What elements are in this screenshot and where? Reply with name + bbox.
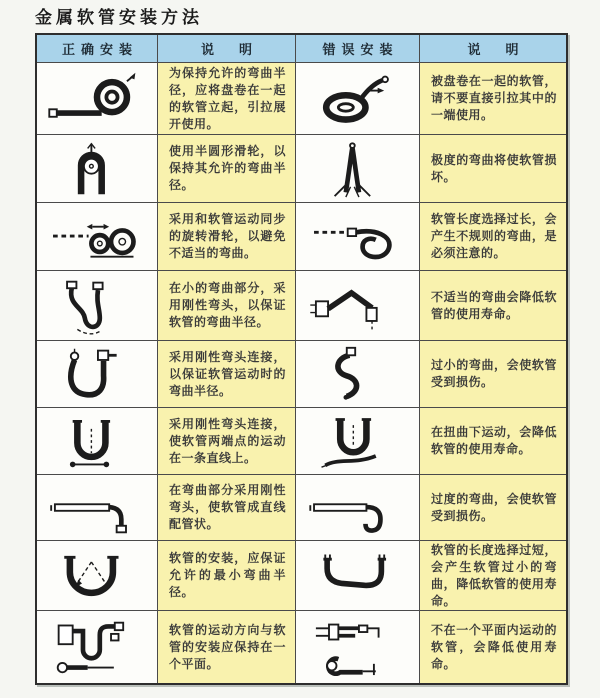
correct-note-cell (158, 203, 296, 271)
correct-illustration-cell (37, 541, 158, 611)
note-text: 不在一个平面内运动的软管，会降低使用寿命。 (431, 622, 557, 671)
wrong-note-cell (420, 271, 566, 341)
correct-note-cell (158, 271, 296, 341)
note-text: 在扭曲下运动，会降低软管的使用寿命。 (431, 425, 557, 456)
correct-illustration-cell (37, 63, 158, 135)
correct-note-cell (158, 541, 296, 611)
note-text: 不适当的弯曲会降低软管的使用寿命。 (431, 289, 557, 321)
note-text: 过度的弯曲，会使软管受到损伤。 (431, 491, 557, 523)
note-text: 采用刚性弯头连接，使软管两端点的运动在一条直线上。 (169, 416, 286, 465)
excessively-bent-elbow-icon (304, 479, 412, 537)
correct-illustration-cell (37, 203, 158, 271)
table-row (37, 341, 566, 408)
extremely-bent-hose-icon (304, 140, 412, 198)
correct-illustration-cell (37, 271, 158, 341)
note-text: 极度的弯曲将使软管损坏。 (431, 152, 557, 184)
too-short-flattened-hose-icon (304, 547, 412, 605)
table-row (37, 408, 566, 475)
wrong-illustration-cell (296, 541, 420, 611)
correct-illustration-cell (37, 341, 158, 408)
column-header-wrong-note: 说 明 (420, 35, 566, 63)
wrong-illustration-cell (296, 408, 420, 475)
correct-note-cell (158, 408, 296, 475)
note-text: 过小的弯曲，会使软管受到损伤。 (431, 358, 557, 389)
u-loop-twisted-motion-icon (304, 412, 412, 470)
coiled-hose-standing-unrolled-icon (43, 70, 151, 128)
table-row (37, 135, 566, 203)
wrong-note-cell (420, 611, 566, 683)
correct-note-cell (158, 475, 296, 541)
note-text: 使用半圆形滑轮，以保持其允许的弯曲半径。 (169, 144, 286, 192)
installation-table (35, 33, 568, 685)
small-bend-with-rigid-elbow-icon (43, 277, 151, 335)
wrong-note-cell (420, 475, 566, 541)
rigid-elbow-connection-loop-icon (43, 345, 151, 403)
note-text: 为保持允许的弯曲半径，应将盘卷在一起的软管立起，引拉展开使用。 (169, 65, 286, 131)
note-text: 采用刚性弯头连接，以保证软管运动时的弯曲半径。 (169, 349, 286, 398)
table-row (37, 271, 566, 341)
wrong-note-cell (420, 135, 566, 203)
note-text: 采用和软管运动同步的旋转滑轮，以避免不适当的弯曲。 (169, 212, 286, 260)
table-row (37, 475, 566, 541)
table-row (37, 63, 566, 135)
correct-illustration-cell (37, 135, 158, 203)
wrong-illustration-cell (296, 135, 420, 203)
note-text: 被盘卷在一起的软管，请不要直接引拉其中的一端使用。 (431, 74, 557, 122)
wrong-illustration-cell (296, 475, 420, 541)
overlong-hose-irregular-loop-icon (304, 208, 412, 266)
table-row (37, 203, 566, 271)
out-of-plane-motion-icon (304, 618, 412, 676)
u-loop-endpoints-in-line-icon (43, 412, 151, 470)
wrong-note-cell (420, 541, 566, 611)
wrong-illustration-cell (296, 203, 420, 271)
wrong-illustration-cell (296, 341, 420, 408)
correct-note-cell (158, 341, 296, 408)
correct-note-cell (158, 611, 296, 683)
wrong-note-cell (420, 63, 566, 135)
note-text: 软管的安装，应保证允许的最小弯曲半径。 (169, 551, 286, 599)
note-text: 在小的弯曲部分，采用刚性弯头，以保证软管的弯曲半径。 (169, 281, 286, 329)
note-text: 软管的运动方向与软管的安装应保持在一个平面。 (169, 622, 286, 671)
wrong-note-cell (420, 341, 566, 408)
hose-motion-in-one-plane-icon (43, 618, 151, 676)
correct-illustration-cell (37, 408, 158, 475)
improper-sharp-bend-icon (304, 277, 412, 335)
too-small-bend-s-shape-icon (304, 345, 412, 403)
hose-on-semicircular-pulley-icon (43, 140, 151, 198)
correct-note-cell (158, 63, 296, 135)
note-text: 软管长度选择过长，会产生不规则的弯曲，是必须注意的。 (431, 212, 557, 260)
correct-note-cell (158, 135, 296, 203)
wrong-illustration-cell (296, 271, 420, 341)
minimum-bend-radius-u-loop-icon (43, 547, 151, 605)
straight-piping-with-rigid-elbow-icon (43, 479, 151, 537)
wrong-illustration-cell (296, 63, 420, 135)
table-row (37, 541, 566, 611)
coiled-hose-pulled-from-one-end-icon (304, 70, 412, 128)
column-header-correct: 正确安装 (37, 35, 158, 63)
column-header-correct-note: 说 明 (158, 35, 296, 63)
correct-illustration-cell (37, 475, 158, 541)
note-text: 软管的长度选择过短，会产生软管过小的弯曲，降低软管的使用寿命。 (431, 542, 557, 608)
page-title: 金属软管安装方法 (35, 8, 203, 27)
hose-on-rotating-pulleys-icon (43, 208, 151, 266)
table-header-row (37, 35, 566, 63)
wrong-note-cell (420, 203, 566, 271)
correct-illustration-cell (37, 611, 158, 683)
table-row (37, 611, 566, 683)
note-text: 在弯曲部分采用刚性弯头，使软管成直线配管状。 (169, 483, 286, 531)
wrong-note-cell (420, 408, 566, 475)
column-header-wrong: 错误安装 (296, 35, 420, 63)
wrong-illustration-cell (296, 611, 420, 683)
